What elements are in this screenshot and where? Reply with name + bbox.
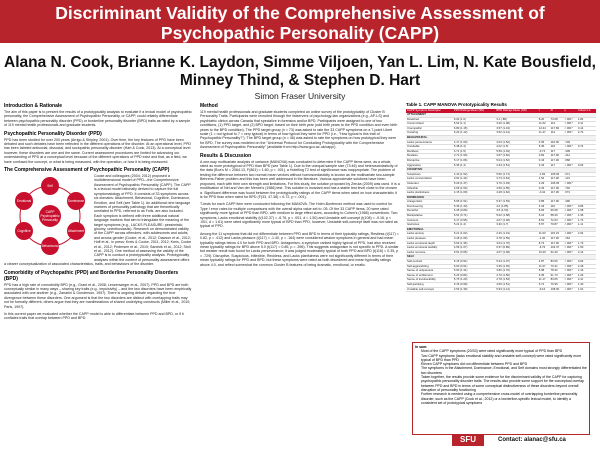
table-cell: 5.98 (538, 269, 550, 274)
table-cell: 2.53 (1.39) (453, 287, 495, 292)
table-cell: Lacks anxiety (406, 232, 453, 237)
table-cell: -1.40 (538, 237, 550, 242)
table-cell: <.001* (564, 122, 577, 127)
table-cell: -0.42 (538, 191, 550, 196)
table-cell: Reckless (406, 149, 453, 154)
table-cell: 5.93 (1.14) (495, 287, 537, 292)
domain-node-behavioural: Behavioural (41, 237, 59, 255)
table-cell: 4.28 (1.62) (495, 191, 537, 196)
table-cell: 2.04 (577, 232, 596, 237)
comorbidity-heading: Comorbidity of Psychopathic (PPD) and Borderline Personality Disorders (BPD) (4, 269, 179, 282)
table-cell: 6.80 (1.15) (453, 126, 495, 131)
table-cell: Restless (406, 154, 453, 159)
table-cell: .131 (564, 177, 577, 182)
table-cell: 6.00 (0.91) (453, 264, 495, 269)
table-cell: 6.37 (0.89) (495, 246, 537, 251)
table-cell: 6.17 (0.95) (453, 218, 495, 223)
table-cell: 5.23 (1.07) (495, 260, 537, 265)
table-cell: 1.74 (577, 218, 596, 223)
table-cell: 4.29 (538, 181, 550, 186)
table-cell: 73.08 (550, 117, 564, 122)
table-column-header: p (564, 109, 577, 113)
method-text: 119 mental health professionals and graduate students completed an online survey of the prototypicality of Cluster B Personality Traits. Participants were recruited through the listservers of psychology-law organizations (e.g., AP-LS) and psychiatric clinics across Canada that specialize in forensics and/or BPD. Participants were assigned to one of two conditions, (1) PPD target, and (2) BPD target, based on their birth year (odd birth years to the PPD condition and even birth years to the BPD condition). The PPD target group (n = 73) was asked to rate the 33 CAPP symptoms on a 7-point Likert scale (1 = not typical to 7 = very typical) in terms of how typical they were for PPD (i.e., "How typical is this trait of Psychopathic Personality?"). The BPD target group (n = 46) was asked to rate the symptoms on how prototypical they were for BPD. The survey was modeled on the "Universal Protocol for Conducting Prototypicality with the Comprehensive Assessment of Psychopathic Personality" (available from http://www.gcu.ac.uk/capp/). (200, 110, 398, 150)
table-cell: 5.60 (1.31) (453, 269, 495, 274)
summary-bullet: • The symptoms in the Attachment, Dominance, Emotional, and Self domains most strongly differentiated the two disorders (421, 366, 587, 375)
table-cell: 117.69 (550, 126, 564, 131)
ttest-text: T-tests for each CAPP item were conducted following the MANOVA. The Holm-Bonferroni method was used to control for Type I error rates for multiple comparisons with the overall alpha value set to .05. Of the 33 CAPP items, 20 were rated significantly more typical of PPD than BPD, with medium to large effect sizes, according to Cohen's (1988) conventions. Two symptoms, Lacks emotional stability (t(102.37) = -6.76, p < .001, d = 1.50) and Unstable self-concept (t(108) = -9.16, p < .001, d = 1.61) were rated significantly more typical of BPD than PPD, however, Unstable self-concept itself was not rated as typical of PPD. (200, 202, 398, 229)
table-cell: -1.82 (538, 172, 550, 177)
table-cell: 79.87 (550, 223, 564, 228)
table-cell: 4.59 (1.55) (495, 186, 537, 191)
table-cell: 114 (550, 131, 564, 136)
table-cell: 66.08 (550, 209, 564, 214)
table-cell: <.001* (564, 218, 577, 223)
table-cell: Unempathic (406, 126, 453, 131)
table-cell: Lacks emotional depth (406, 241, 453, 246)
table-cell: 102.37 (550, 246, 564, 251)
table-cell: 117.00 (550, 158, 564, 163)
table-cell: <.001* (564, 246, 577, 251)
table-cell: Self-centred (406, 260, 453, 265)
table-cell: 3.76 (1.93) (495, 181, 537, 186)
table-cell: .729 (564, 140, 577, 145)
capp-domain-diagram (10, 176, 90, 256)
table-cell: <.001* (564, 250, 577, 255)
table-cell: -9.16 (538, 287, 550, 292)
table-cell: <.001* (564, 269, 577, 274)
table-cell: Self-justifying (406, 282, 453, 287)
table-cell: Lacks planfulness (406, 191, 453, 196)
table-cell: 3.26 (1.08) (495, 122, 537, 127)
table-cell: Disruptive (406, 158, 453, 163)
table-cell: -0.74 (538, 149, 550, 154)
table-cell: Suspicious (406, 172, 453, 177)
table-cell: Insincere (406, 218, 453, 223)
table-cell: 3.14 (577, 126, 596, 131)
author-list: Alana N. Cook, Brianne K. Laydon, Simme Viljoen, Yan L. Lim, N. Kate Bousfield, Minney Thind, & Stephen D. Hart (4, 54, 596, 89)
table-cell: 116.00 (550, 140, 564, 145)
table-cell: Aggressive (406, 163, 453, 168)
table-column-header: BPD Ratings Mean (SD) (495, 109, 537, 113)
table-cell: 70.95 (550, 282, 564, 287)
table-cell: 0.43 (538, 158, 550, 163)
table-cell: 4.10 (1.52) (453, 172, 495, 177)
table-cell: 5.48 (1.4) (453, 145, 495, 150)
table-cell: 117.00 (550, 191, 564, 196)
table-cell: 1.68 (577, 209, 596, 214)
summary-bullet: • Eleven CAPP symptoms did not differentiate between PPD and BPD (421, 362, 587, 366)
table-cell: 2.11 (577, 278, 596, 283)
table-cell: Self-aggrandizing (406, 264, 453, 269)
table-cell: 83.66 (550, 260, 564, 265)
table-cell: 8.06 (538, 209, 550, 214)
table-cell: .668 (564, 158, 577, 163)
table-cell: Lacks pleasure (406, 237, 453, 242)
table-cell: 117.00 (550, 154, 564, 159)
column-right (406, 101, 596, 340)
summary-list (415, 349, 587, 405)
table-cell: 11.62 (538, 122, 550, 127)
table-cell: 4.15 (1.69) (453, 191, 495, 196)
table-column-header: Cohen's d (577, 109, 596, 113)
table-cell: Unstable self-concept (406, 287, 453, 292)
table-cell: 11.07 (538, 264, 550, 269)
table-cell: 3.39 (1.45) (495, 264, 537, 269)
table-cell: 117 (550, 149, 564, 154)
table-cell: .396 (564, 200, 577, 205)
table-cell: 1.52 (538, 177, 550, 182)
table-cell: 5.59 (1.04) (495, 149, 537, 154)
table-cell: 2.20 (1.19) (495, 232, 537, 237)
table-cell: 3.67 (1.62) (495, 154, 537, 159)
table-cell: 3.43 (538, 163, 550, 168)
table-cell: 1.84 (577, 117, 596, 122)
table-cell: 61.73 (550, 273, 564, 278)
table-cell: 2.74 (577, 131, 596, 136)
table-cell: Lacks perseverance (406, 140, 453, 145)
table-cell: 108.00 (550, 287, 564, 292)
table-cell: <.001* (564, 287, 577, 292)
table-cell: 115.23 (550, 232, 564, 237)
capp-text: Cooke and colleagues (2004; 2012) proposed a multidimensional model of PPD—the Comprehensive Assessment of Psychopathic Personality (CAPP). The CAPP is a lexical model rationally derived to capture the full symptomatology of PPD. It consists of 33 symptoms across six domains: Attachment, Behavioral, Cognitive, Dominance, Emotion, and Self (see Table 1). An additional nine language markers of personality pathology that are theoretically unrelated to PPD, referred to as Foils, are also included. Each symptom is defined with three additional natural language markers that aim to triangulate the meaning of the target symptoms (e.g., LACKS PLEASURE: pessimistic, gloomy, unenthusiastic). Research on demonstrated validity of the CAPP across offenders, with adolescents and adults, and across gender (Cooke, et al., 2012; Dawson et al., 2012; Hoff et al., in press; Kreis & Cooke, 2011, 2012; Kreis, Cooke et al., 2012; Pedersen et al., 2010; Sandvik et al., 2012; Stoll et al., 2012). One method of assessing the validity of the CAPP is to conduct a prototypicality analysis. Prototypicality analyses within the context of personality assessment offers a clearer conceptualization of associated characteristics, traits, and behaviours of the disorder. (4, 174, 192, 267)
table-cell: 0.35 (538, 140, 550, 145)
table-cell: 11.63 (538, 232, 550, 237)
table-cell: 6.15 (0.91) (453, 260, 495, 265)
table-cell: 78.32 (550, 269, 564, 274)
table-cell: 3.1 (.88) (495, 117, 537, 122)
table-cell: 4.03 (1.52) (495, 140, 537, 145)
table-cell: 6.23 (0.84) (453, 273, 495, 278)
table-cell: 5.17 (1.66) (453, 158, 495, 163)
table-cell: 62.40 (550, 250, 564, 255)
table-cell: 6.51 (0.71) (453, 214, 495, 219)
table-cell: <.001* (564, 273, 577, 278)
table-cell: 4.33 (538, 204, 550, 209)
table-cell: <.001* (564, 131, 577, 136)
table-cell: 5.02 (1.58) (495, 214, 537, 219)
table-cell: 1.16 (577, 269, 596, 274)
table-section-label: COGNITIVE (406, 168, 596, 173)
table-cell: 117.00 (550, 237, 564, 242)
table-cell: 6.16 (538, 214, 550, 219)
table-cell: 1.36 (577, 214, 596, 219)
table-section-label: ATTACHMENT (406, 113, 596, 117)
table-column-header: df (550, 109, 564, 113)
table-cell: 3.78 (1.59) (495, 237, 537, 242)
table-cell: 3.73 (1.64) (495, 177, 537, 182)
table-cell: 6.15 (0.99) (453, 282, 495, 287)
table-cell: <.001* (564, 214, 577, 219)
table-cell: Inflexible (406, 186, 453, 191)
table-cell: 4.17 (1.60) (453, 140, 495, 145)
table-cell: 3.91 (1.44) (453, 177, 495, 182)
contact-email[interactable]: Contact: alanac@sfu.ca (498, 437, 566, 443)
table-section-label: BEHAVIOURAL (406, 135, 596, 140)
table-cell: 5.36 (1.40) (453, 204, 495, 209)
table-section-label: EMOTIONAL (406, 227, 596, 232)
title-banner (0, 0, 600, 43)
table-cell: 5.04 (1.52) (495, 158, 537, 163)
table-cell: 70.41 (550, 264, 564, 269)
table-cell: 4.69 (1.53) (453, 186, 495, 191)
summary-bullet: • Taken together, the results provide some evidence for the discriminant validity of the CAPP for capturing psychopathic personality disorder traits. The results also provide some support for the conceptual overlap between PPD and BPD in terms of some conceptual distinctiveness of these disorders beyond overall disruption of personality functioning (421, 375, 587, 392)
table-cell: 4.07 (1.48) (495, 250, 537, 255)
table-cell: 117.00 (550, 186, 564, 191)
table-cell: 4.07 (1.48) (495, 218, 537, 223)
table-cell: Uncommitted (406, 122, 453, 127)
table-cell: 11.47 (538, 131, 550, 136)
table-cell: <.001* (564, 282, 577, 287)
table-cell: 117.00 (550, 241, 564, 246)
table-cell: Sense of uniqueness (406, 269, 453, 274)
table-cell: Manipulative (406, 214, 453, 219)
domain-node-dominance: Dominance (67, 192, 85, 210)
table-cell: 11.17 (538, 278, 550, 283)
table-cell: <.001* (564, 163, 577, 168)
table-cell: 110 (550, 204, 564, 209)
cycle-center: CAPP Psychopathic Personality (39, 205, 61, 227)
table-cell: 105.06 (550, 172, 564, 177)
table-cell: 6.45 (0.89) (453, 209, 495, 214)
summary-bullet: • Further research is needed using a comprehensive cross-model of overlapping borderline personality disorder, such as the CAPP (Cook et al., 2012) or a borderline-specific lexical model, to identify a consistent set of prototypical symptoms (421, 392, 587, 405)
method-heading: Method (200, 103, 218, 109)
table-cell: Sense of entitlement (406, 273, 453, 278)
domain-node-emotional: Emotional (15, 192, 33, 210)
table-cell: .674 (564, 191, 577, 196)
results-heading: Results & Discussion (200, 152, 252, 159)
table-cell: <.001* (564, 278, 577, 283)
table-cell: 72.03 (550, 218, 564, 223)
table-cell: 6.23 (1.12) (453, 131, 495, 136)
table-cell: 3.18 (1.66) (453, 237, 495, 242)
table-cell: 117.00 (550, 200, 564, 205)
table-cell: .071 (564, 172, 577, 177)
table-column-header: t (538, 109, 550, 113)
table-cell: 0.33 (538, 186, 550, 191)
table-row (406, 287, 596, 292)
table-cell: 113 (550, 122, 564, 127)
table-cell: Unreliable (406, 145, 453, 150)
table-cell: 6.51 (0.65) (453, 250, 495, 255)
table-cell: 4.59 (1.67) (453, 246, 495, 251)
table-cell: 8.20 (538, 117, 550, 122)
summary-bullet: • Most of the CAPP symptoms (20/33) were rated significantly more typical of PPD than BPD (421, 349, 587, 353)
table-cell: 4.02 (1.5) (495, 145, 537, 150)
table-cell: 1.73 (577, 241, 596, 246)
column-left (4, 101, 192, 444)
table-cell: 5.21 (1.62) (453, 232, 495, 237)
domain-node-cognitive: Cognitive (15, 222, 33, 240)
table-cell: 8.73 (538, 241, 550, 246)
table-cell: <.001* (564, 145, 577, 150)
table-cell: Lacks emotional stability (406, 246, 453, 251)
table-cell: 6.62 (1.1) (453, 122, 495, 127)
table-cell: <.001* (564, 241, 577, 246)
table-section-label: DOMINANCE (406, 195, 596, 200)
table-cell: 2.18 (577, 264, 596, 269)
table-cell: <.001* (564, 232, 577, 237)
table-cell: 106.05 (550, 181, 564, 186)
domain-node-self: Self (41, 177, 59, 195)
intro-text: The aim of this paper is to present the results of a prototypicality analysis to evaluate if a lexical model of psychopathic personality, the Comprehensive Assessment of Psychopathic Personality, or CAPP, could reliably differentiate between psychopathic personality disorder (PPD) or borderline personality disorder (BPD) traits as rated by a sample of 119 mental health professionals and graduate students. (4, 110, 192, 128)
table-cell: 4.5 (1.53) (495, 209, 537, 214)
table-body (406, 113, 596, 292)
table-cell: .412 (564, 154, 577, 159)
table-cell: 0.92 (577, 260, 596, 265)
table-cell: <.001* (564, 181, 577, 186)
table-cell: 5.63 (1.36) (453, 241, 495, 246)
summary-box (412, 342, 590, 435)
table-section-label: SELF (406, 255, 596, 260)
table-cell: 3.30 (1.7) (495, 223, 537, 228)
table-cell: Garrulous (406, 223, 453, 228)
table-cell: .409 (564, 149, 577, 154)
table-cell: <.001* (564, 223, 577, 228)
table-cell: 0.63 (577, 163, 596, 168)
table-column-header: PPD Ratings Mean (SD) (453, 109, 495, 113)
table-cell: <.001* (564, 126, 577, 131)
table-cell: 5.29 (1.47) (453, 181, 495, 186)
table-cell: 110 (550, 145, 564, 150)
table-cell: 10.46 (538, 250, 550, 255)
table-cell: Deceitful (406, 209, 453, 214)
table-cell: 2.78 (1.53) (495, 278, 537, 283)
table-cell: 4.0 (1.85) (495, 204, 537, 209)
table-cell: 3.11 (577, 122, 596, 127)
table-cell: Domineering (406, 204, 453, 209)
table-cell: Antagonistic (406, 200, 453, 205)
table-cell: 0.74 (577, 145, 596, 150)
table-cell: 3.71 (1.90) (453, 154, 495, 159)
table-cell: 4.70 (1.56) (495, 273, 537, 278)
among-text: Among the 11 symptoms that did not differentiate between PPD and BPD in terms of their typicality ratings, Restless (t(117) = 0.82, p = .412) and Lacks pleasure (t(117) = -1.40, p = .164) were considered weaker symptoms in general and had mean typicality ratings below 4.0 for both PPD and BPD. Antagonism, a symptom ranked highly typical of PPD, had also received mean typicality ratings for BPD above 5.0 (t(117) = 0.85, p = .396). This suggests antagonism is not specific to PPD. A similar but weaker result was found for Lacks perseverance; it was judged moderately typical of both PPD and BPD (t(116) = 0.35, p = .729). Disruptive, Suspicious, Inflexible, Reckless, and Lacks planfulness were not significantly different in terms of their mean typicality ratings for PPD and BPD, but these symptoms were rated as both disordered and mean typicality ratings above 4.0, and reflect somewhat the common Cluster B features of being dramatic, emotional, or erratic. (200, 231, 399, 267)
table-cell: 6.35 (538, 273, 550, 278)
ppd-heading: Psychopathic Personality Disorder (PPD) (4, 130, 102, 137)
table-cell: <.001* (564, 264, 577, 269)
table-cell: -6.76 (538, 246, 550, 251)
sfu-logo: SFU (452, 434, 484, 446)
table-cell: Intolerant (406, 181, 453, 186)
table-cell: 5.21 (1.4) (453, 223, 495, 228)
table-cell: 1.50 (577, 246, 596, 251)
table-cell: Sense of invulnerability (406, 278, 453, 283)
table-cell: 4.87 (538, 260, 550, 265)
table-cell: 3.57 (1.43) (495, 126, 537, 131)
summary-bullet: • Two CAPP symptoms (lacks emotional stability and unstable self-concept) were rated significantly more typical of BPD than PPD (421, 354, 587, 363)
table-cell: 117 (550, 163, 564, 168)
table-cell: 0.86 (577, 204, 596, 209)
table-cell: Uncaring (406, 131, 453, 136)
table-cell: 1.30 (577, 282, 596, 287)
table-cell: 1.61 (577, 287, 596, 292)
capp-heading: The Comprehensive Assessment of Psychopathic Personality (CAPP) (4, 167, 170, 174)
table-cell: 12.44 (538, 126, 550, 131)
table-cell: 4.71 (1.5) (453, 149, 495, 154)
table-cell: 3.04 (1.70) (495, 241, 537, 246)
affiliation: Simon Fraser University (254, 91, 346, 101)
table-cell: <.001* (564, 117, 577, 122)
intro-heading: Introduction & Rationale (4, 103, 63, 109)
summary-heading: In sum: (415, 345, 428, 349)
study-aim-text: In this current paper we evaluated whether the CAPP model is able to differentiate between PPD and BPD, or if it conflates traits that overlap between PPD and BPD. (4, 312, 184, 321)
table-cell: 5.35 (538, 145, 550, 150)
results-text: A one-way multivariate analysis of variance (MANOVA) was conducted to determine if the CAPP items were, as a whole, rated as more prototypical of PPD than BPD (see Table 1). Due to the unequal sample size (73:46) and heteroscedasticity of the data (Box's M = 2064.13, F(861) = 1.60, p < .001), a Hotelling T2 test of significance was inappropriate. The problem of testing the difference between two normal mean vectors without homoscedasticity is known as the multivariate two-sample Behrens-Fisher problem and this has been well addressed in the literature. Various approximate solutions have been proposed, each with their own strength and limitations. For this study, the solution proposed by Zeruta (2009) was used. It is a modification of Nel and Van der Merwe's (1986) test. This solution is invariant and has a stable test level close to the chosen α. Significant difference was found between the prototypicality ratings of the CAPP items when rated on how characteristic it is for PPD than when rated for BPD (F(33, 47.38) = 6.72, p < .001). (200, 159, 400, 199)
table-cell: 6.02 (1.0) (453, 117, 495, 122)
table-cell: 0.82 (538, 154, 550, 159)
table-cell: Detached (406, 117, 453, 122)
table-cell: 5.50 (1.71) (495, 172, 537, 177)
table-cell: 4.43 (1.51) (495, 163, 537, 168)
table-cell: Lacks remorse (406, 250, 453, 255)
table-cell: 117.00 (550, 177, 564, 182)
table-cell: 5.37 (1.53) (495, 200, 537, 205)
table-cell: 4.50 (1.51) (495, 282, 537, 287)
table-cell: 83.65 (550, 278, 564, 283)
column-middle (200, 101, 400, 444)
table-cell: 5.36 (1.4) (453, 163, 495, 168)
table-cell: 1.26 (577, 273, 596, 278)
results-table (406, 109, 596, 292)
table-cell: 6.72 (538, 282, 550, 287)
table-cell: <.001* (564, 204, 577, 209)
table-cell: 5.75 (1.29) (453, 278, 495, 283)
table-cell: 5.57 (538, 223, 550, 228)
table-cell: 1.11 (577, 223, 596, 228)
table-cell: .164 (564, 237, 577, 242)
table-cell: 3.52 (1.41) (495, 131, 537, 136)
table-cell: 5.65 (1.51) (453, 200, 495, 205)
table-cell: Lacks concentration (406, 177, 453, 182)
table-cell: 58.26 (550, 214, 564, 219)
poster-title: Discriminant Validity of the Comprehensive Assessment of Psychopathic Personality (CAPP) (55, 3, 545, 43)
domain-node-attachment: Attachment (67, 222, 85, 240)
table-cell: 0.85 (538, 200, 550, 205)
table-cell: 2.14 (577, 250, 596, 255)
table-column-header: CAPP Symptom Descriptor (406, 109, 453, 113)
table-title: Table 1. CAPP MANOVA Prototypicality Results (406, 102, 507, 107)
table-cell: <.001* (564, 209, 577, 214)
table-cell: .740 (564, 186, 577, 191)
comorbidity-text: PPD has a high rate of comorbidity BPD (e.g., Grant et al., 2008; Lenzenweger et al., 2007). PPD and BPD are both conceptually similar in many ways – sharing key traits (e.g., impulsivity) – and the two disorders have been empirically associated with one another (e.g., Zanarini & Gunderson, 1997). There is ongoing debate regarding the true divergence between these disorders. One argument is that the two disorders are distinct with overlapping traits may not be formally different; others argue that they are manifestations of shared underlying constructs (Miller et al., 2010; Paris, 1997). (4, 282, 192, 309)
table-cell: <.001* (564, 260, 577, 265)
table-cell: 3.80 (1.76) (495, 269, 537, 274)
table-cell: 8.51 (538, 218, 550, 223)
ppd-text: PPD has been studied for over 200 years (Arrigo & Shipley, 2001). Over time, the key features of PPD have been debated and such debates have been reflected in the different operations of the disorder. At an operational level, PPD has been labeled antisocial, dissocial, and sociopathic personality disorder (Hart & Cook, 2013). At a conceptual level however, these disorders are one and the same. Current assessment procedures are limited for advancing our understanding of PPD at a conceptual level because of the different operations of PPD exist and that, as a field, we have confused the concept, or what is being measured, with the operation, or how it is being measured. (4, 137, 191, 164)
